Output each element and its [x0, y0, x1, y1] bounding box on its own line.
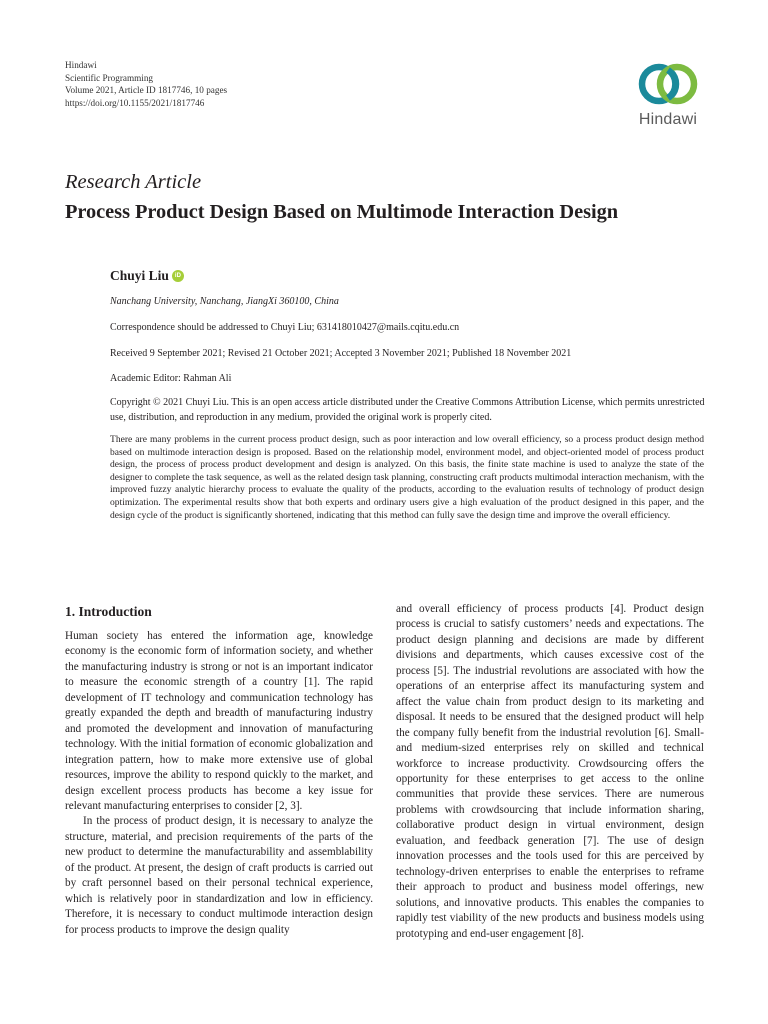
abstract: There are many problems in the current process product design, such as poor interaction and low overall efficiency, so a process product design method based on multimode interaction design is proposed. Based on the relationship model, environment model, and object-oriented model of process product design, the process of process product development and design is analyzed. On this basis, the finite state machine is used to analyze the state of the designer to complete the task sequence, as well as the related design task planning, constructing craft products multimodal interaction mechanism, with the improved fuzzy analytic hierarchy process to evaluate the quality of the products, according to the evaluation results of technology of product design optimization. The experimental results show that both experts and ordinary users give a high evaluation of the product designed in this paper, and the design cycle of the product is significantly shortened, indicating that this method can fully save the design time and improve the overall efficiency.: [110, 434, 704, 521]
volume-info: Volume 2021, Article ID 1817746, 10 pages: [65, 85, 228, 96]
author-name[interactable]: Chuyi Liu: [110, 268, 169, 283]
author-line: [110, 268, 184, 284]
publication-dates: Received 9 September 2021; Revised 21 October 2021; Accepted 3 November 2021; Published 18 November 2021: [110, 348, 572, 359]
affiliation: Nanchang University, Nanchang, JiangXi 360100, China: [110, 296, 339, 307]
copyright-notice: Copyright © 2021 Chuyi Liu. This is an open access article distributed under the Creative Commons Attribution License, which permits unrestricted use, distribution, and reproduction in any medium, provided the original work is properly cited.: [110, 397, 705, 423]
hindawi-rings-icon: [637, 60, 699, 108]
paragraph: In the process of product design, it is necessary to analyze the structure, material, and precision requirements of the parts of the new product to determine the manufacturability and assemblability of the product. At present, the design of craft products is carried out by craft personnel based on their personal technical experience, which is relatively poor in standardization and low in efficiency. Therefore, it is necessary to conduct multimode interaction design for process products to improve the design quality: [65, 815, 373, 936]
article-title: Process Product Design Based on Multimode Interaction Design: [65, 201, 619, 223]
correspondence: Correspondence should be addressed to Chuyi Liu; 631418010427@mails.cqitu.edu.cn: [110, 322, 460, 333]
academic-editor: Academic Editor: Rahman Ali: [110, 373, 232, 384]
doi-link[interactable]: https://doi.org/10.1155/2021/1817746: [65, 97, 205, 108]
article-type: Research Article: [65, 171, 202, 193]
section-heading-introduction: 1. Introduction: [65, 604, 152, 619]
paragraph: Human society has entered the information age, knowledge economy is the economic form of information society, and whether the manufacturing industry is strong or not is an important indicator to measure the economic strength of a country [1]. The rapid development of IT technology and communication technology has greatly expanded the depth and breadth of manufacturing industry and promoted the development and innovation of manufacturing technology. With the initial formation of economic globalization and integration pattern, how to make more extensive use of global resources, improve the ability to respond quickly to the market, and design excellent process products has become a key issue for relevant manufacturing enterprises to consider [2, 3].: [65, 630, 373, 812]
publisher-name: Hindawi: [65, 60, 97, 70]
paragraph: and overall efficiency of process products [4]. Product design process is crucial to satisfy customers’ needs and expectations. The product design planning and decisions are made by different divisions and departments, which causes excessive cost of the process [5]. The industrial revolutions are associated with how the operations of an enterprise affect its manufacturing system and affect the value chain from product design to its marketing and disposal. It needs to be ensured that the designed product will help the company fully benefit from the industrial revolution [6]. Small- and medium-sized enterprises rely on skilled and technical workforce to increase productivity. Crowdsourcing offers the opportunity for these enterprises to get access to the online communities that provide these services. There are numerous problems with crowdsourcing that include information sharing, collaborative product design in virtual environment, design evaluation, and feedback generation [7]. The use of design innovation processes and the tools used for this are perceived by technology-driven enterprises to enable the enterprises to reframe their approach to product and business model offerings, new solutions, and innovative products. This enables the companies to rapidly test viability of the new products and business models using prototyping and end-user engagement [8].: [396, 603, 704, 940]
hindawi-logo: [628, 60, 708, 132]
logo-wordmark: Hindawi: [638, 111, 698, 128]
orcid-icon[interactable]: iD: [172, 270, 184, 282]
body-column-left: [65, 629, 373, 938]
journal-name: Scientific Programming: [65, 72, 154, 83]
journal-metadata: [65, 59, 227, 109]
body-column-right: [396, 602, 704, 942]
